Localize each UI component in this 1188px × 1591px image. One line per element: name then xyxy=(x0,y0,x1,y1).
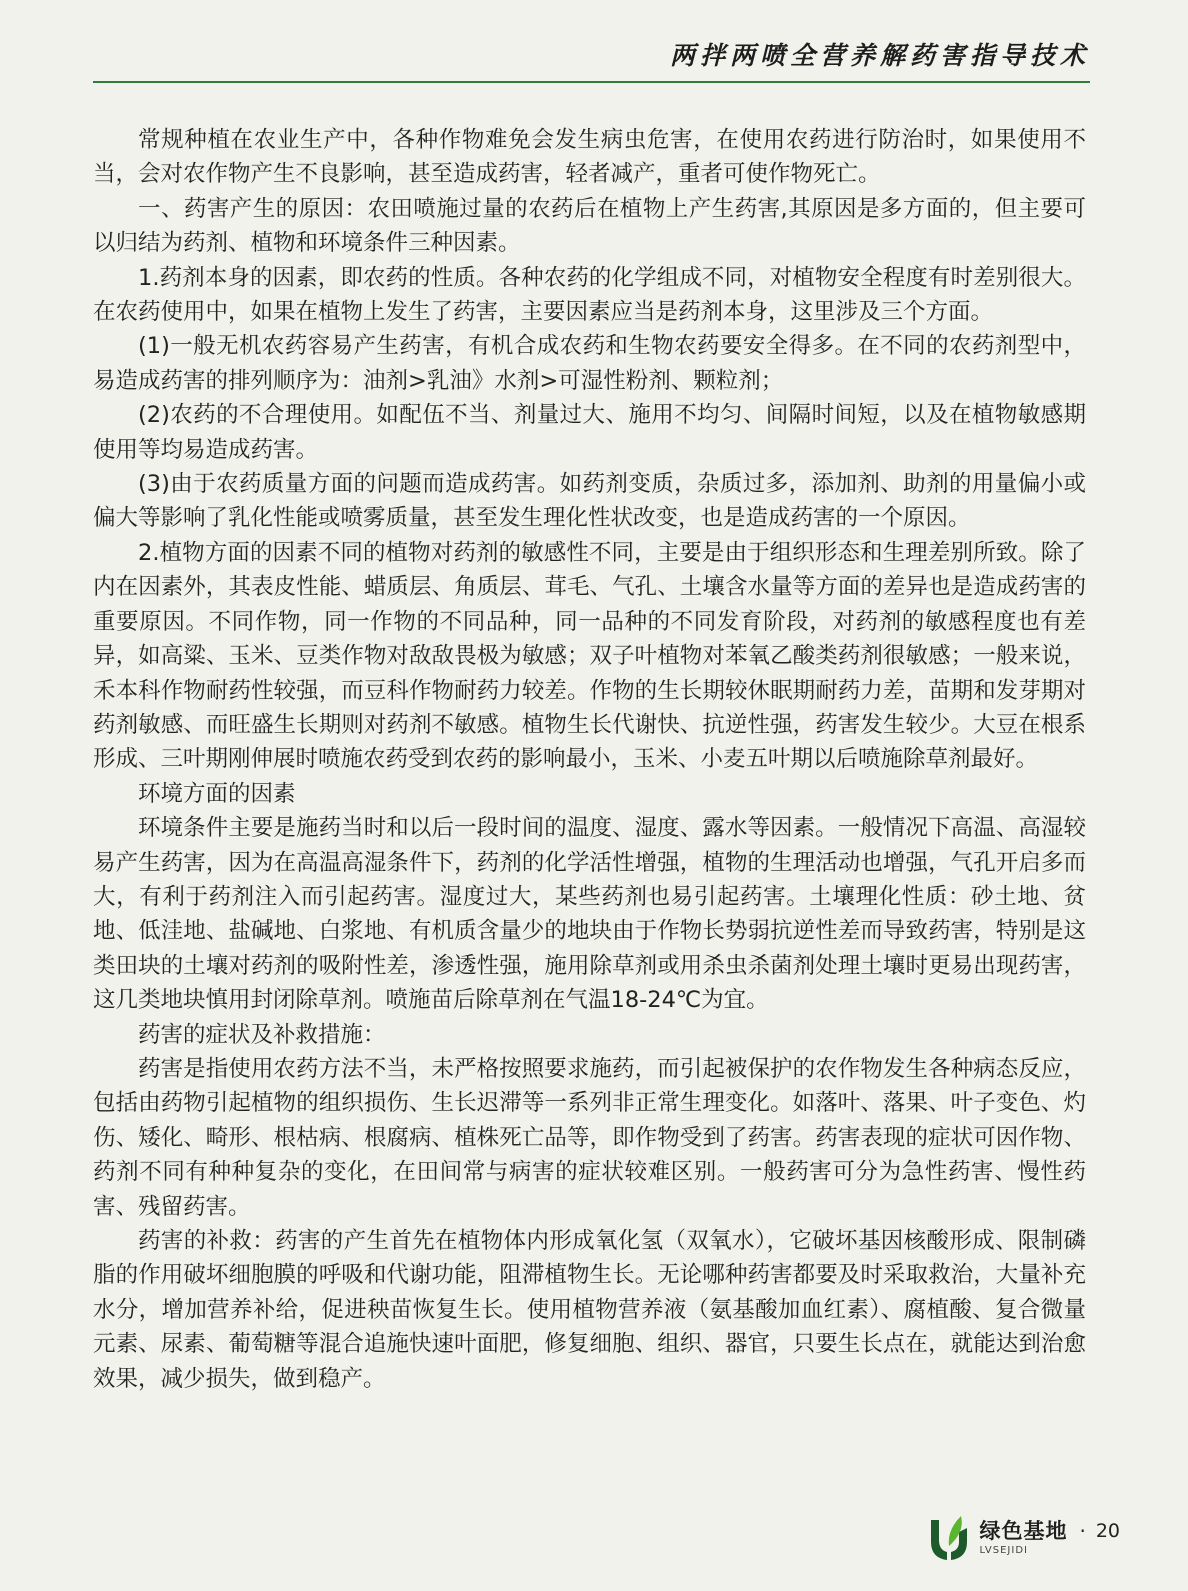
running-header-title: 两拌两喷全营养解药害指导技术 xyxy=(669,41,1090,70)
section-heading-symptoms: 药害的症状及补救措施： xyxy=(138,1021,386,1048)
section-heading-environment: 环境方面的因素 xyxy=(138,780,296,807)
footer-separator: · xyxy=(1079,1519,1086,1543)
brand-text xyxy=(979,1518,1068,1556)
paragraph-1: 常规种植在农业生产中，各种作物难免会发生病虫危害，在使用农药进行防治时，如果使用不当，会对农作物产生不良影响，甚至造成药害，轻者减产，重者可使作物死亡。 xyxy=(93,127,1086,188)
paragraph-3: 1.药剂本身的因素，即农药的性质。各种农药的化学组成不同，对植物安全程度有时差别很大。在农药使用中，如果在植物上发生了药害，主要因素应当是药剂本身，这里涉及三个方面。 xyxy=(93,264,1086,326)
page-footer xyxy=(927,1512,1120,1564)
header-rule xyxy=(93,81,1090,83)
paragraph-4: (1)一般无机农药容易产生药害，有机合成农药和生物农药要安全得多。在不同的农药剂型中，易造成药害的排列顺序为：油剂>乳油》水剂>可湿性粉剂、颗粒剂； xyxy=(93,333,1086,394)
article-body xyxy=(93,123,1086,1396)
paragraph-6: (3)由于农药质量方面的问题而造成药害。如药剂变质，杂质过多，添加剂、助剂的用量偏小或偏大等影响了乳化性能或喷雾质量，甚至发生理化性状改变，也是造成药害的一个原因。 xyxy=(93,471,1086,532)
paragraph-9: 环境条件主要是施药当时和以后一段时间的温度、湿度、露水等因素。一般情况下高温、高湿较易产生药害，因为在高温高湿条件下，药剂的化学活性增强，植物的生理活动也增强，气孔开启多而大，有利于药剂注入而引起药害。湿度过大，某些药剂也易引起药害。土壤理化性质：砂土地、贫地、低洼地、盐碱地、白浆地、有机质含量少的地块由于作物长势弱抗逆性差而导致药害，特别是这类田块的土壤对药剂的吸附性差，渗透性强，施用除草剂或用杀虫杀菌剂处理土壤时更易出现药害，这几类地块慎用封闭除草剂。喷施苗后除草剂在气温18-24℃为宜。 xyxy=(93,815,1086,1014)
paragraph-11: 药害是指使用农药方法不当，未严格按照要求施药，而引起被保护的农作物发生各种病态反应，包括由药物引起植物的组织损伤、生长迟滞等一系列非正常生理变化。如落叶、落果、叶子变色、灼伤、矮化、畸形、根枯病、根腐病、植株死亡品等，即作物受到了药害。药害表现的症状可因作物、药剂不同有种种复杂的变化，在田间常与病害的症状较难区别。一般药害可分为急性药害、慢性药害、残留药害。 xyxy=(93,1055,1086,1220)
brand-name-cn: 绿色基地 xyxy=(979,1518,1068,1543)
leaf-u-logo-icon xyxy=(927,1512,971,1564)
paragraph-5: (2)农药的不合理使用。如配伍不当、剂量过大、施用不均匀、间隔时间短，以及在植物敏感期使用等均易造成药害。 xyxy=(93,402,1086,463)
brand-name-en: LVSEJIDI xyxy=(979,1544,1028,1556)
paragraph-7: 2.植物方面的因素不同的植物对药剂的敏感性不同，主要是由于组织形态和生理差别所致。除了内在因素外，其表皮性能、蜡质层、角质层、茸毛、气孔、土壤含水量等方面的差异也是造成药害的重要原因。不同作物，同一作物的不同品种，同一品种的不同发育阶段，对药剂的敏感程度也有差异，如高粱、玉米、豆类作物对敌敌畏极为敏感；双子叶植物对苯氧乙酸类药剂很敏感；一般来说，禾本科作物耐药性较强，而豆科作物耐药力较差。作物的生长期较休眠期耐药力差，苗期和发芽期对药剂敏感、而旺盛生长期则对药剂不敏感。植物生长代谢快、抗逆性强，药害发生较少。大豆在根系形成、三叶期刚伸展时喷施农药受到农药的影响最小，玉米、小麦五叶期以后喷施除草剂最好。 xyxy=(93,539,1086,773)
page-number: 20 xyxy=(1095,1520,1120,1542)
paragraph-12: 药害的补救：药害的产生首先在植物体内形成氧化氢（双氧水），它破坏基因核酸形成、限制磷脂的作用破坏细胞膜的呼吸和代谢功能，阻滞植物生长。无论哪种药害都要及时采取救治，大量补充水分，增加营养补给，促进秧苗恢复生长。使用植物营养液（氨基酸加血红素）、腐植酸、复合微量元素、尿素、葡萄糖等混合追施快速叶面肥，修复细胞、组织、器官，只要生长点在，就能达到治愈效果，减少损失，做到稳产。 xyxy=(93,1228,1086,1392)
paragraph-2: 一、药害产生的原因：农田喷施过量的农药后在植物上产生药害,其原因是多方面的，但主要可以归结为药剂、植物和环境条件三种因素。 xyxy=(93,195,1086,257)
